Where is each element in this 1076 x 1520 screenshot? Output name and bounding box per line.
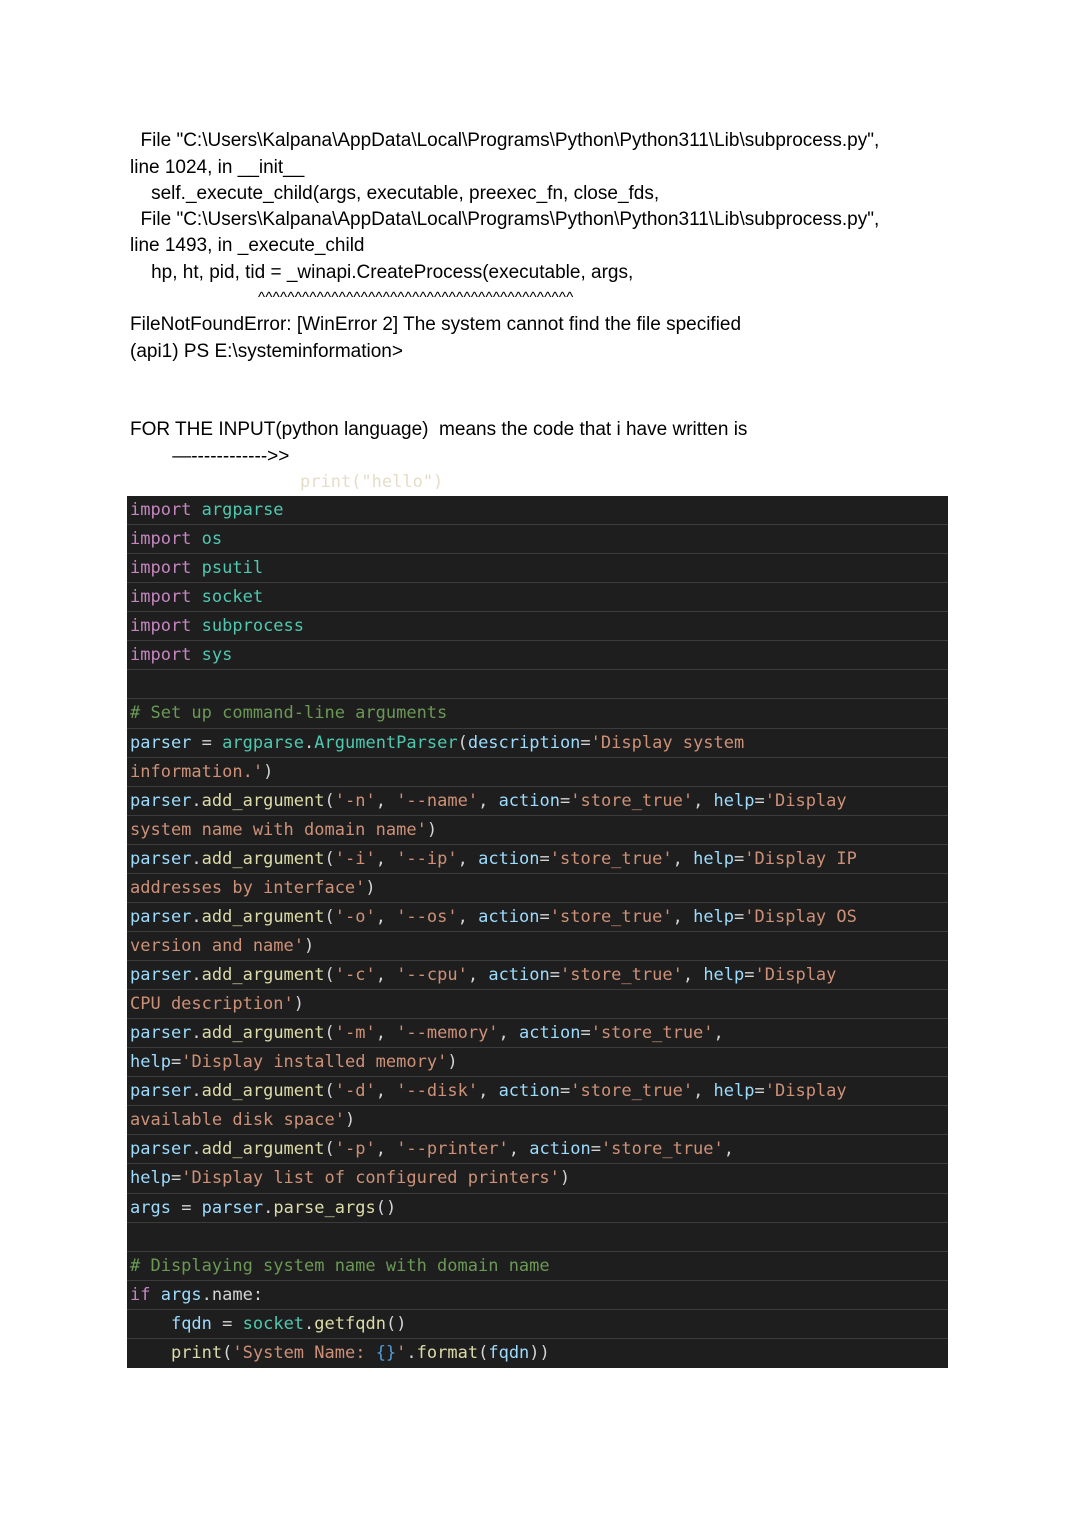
code-token: = [211,1313,243,1334]
code-token: '-n' [334,790,376,811]
code-line [127,554,948,583]
code-line [127,816,948,845]
code-token: ( [478,1342,489,1363]
note-arrow: —------------>> [130,446,290,467]
code-token: 'Display system [590,732,745,753]
code-line [127,874,948,903]
code-line [127,1135,948,1164]
code-token: add_argument [201,906,325,927]
code-token: . [263,1197,274,1218]
code-line [127,1281,948,1310]
code-token: psutil [201,558,264,579]
code-line [127,961,948,990]
code-token: 'Display [754,965,837,985]
traceback-line: self._execute_child(args, executable, preexec_fn, close_fds, [130,183,660,204]
code-token: add_argument [201,790,325,811]
code-token: = [734,906,745,927]
code-line [127,641,948,670]
code-token: add_argument [201,1023,325,1044]
code-line [127,932,948,961]
code-token: 'Display IP [744,848,857,869]
code-token: available disk space' [130,1110,345,1131]
code-token: '--disk' [396,1081,479,1102]
code-token: . [304,732,315,753]
code-token: help [713,1081,755,1102]
code-token: ) [304,935,315,956]
traceback-line: hp, ht, pid, tid = _winapi.CreateProcess(executable, args, [130,262,634,283]
code-token: = [734,848,745,869]
code-token: ) [365,877,376,898]
code-token: = [170,1197,202,1218]
code-token: , [672,848,694,869]
code-token: , [723,1139,735,1160]
code-token: = [559,1081,571,1102]
code-token: 'store_true' [560,965,683,985]
code-token: help [703,965,745,985]
code-token: help [130,1052,171,1073]
code-token: . [406,1342,417,1363]
code-token: import [130,529,202,550]
code-token: . [191,1139,202,1160]
code-token: '-c' [334,965,376,985]
code-line [127,1310,948,1339]
code-token: CPU description' [130,994,294,1015]
code-line [127,1194,948,1223]
code-line [127,1106,948,1135]
code-token: parser [130,790,192,811]
code-line [127,583,948,612]
code-token: 'store_true' [570,790,694,811]
code-token: 'Display OS [744,906,857,927]
code-token: import [130,616,202,637]
code-token: 'store_true' [549,906,673,927]
faded-code-snippet: print("hello") [300,472,444,492]
code-token: '-o' [334,906,376,927]
code-line [127,845,948,874]
code-token: {} [375,1342,397,1363]
code-token: = [580,732,591,753]
code-token: . [191,1023,202,1044]
code-token: fqdn [170,1313,212,1334]
code-token: parser [201,1197,264,1218]
code-token: import [130,645,202,666]
code-token: = [539,906,550,927]
code-token: . [191,848,202,869]
code-token: action [498,1081,560,1102]
code-token: = [580,1023,591,1044]
code-token: '--name' [396,790,479,811]
code-line [127,1339,948,1368]
code-token: ) [447,1052,458,1073]
code-token: 'Display installed memory' [181,1052,448,1073]
code-token: , [508,1139,530,1160]
code-token: getfqdn [314,1313,386,1334]
code-token: = [754,1081,765,1102]
code-token: args [160,1284,202,1305]
code-token: , [478,1081,499,1102]
code-token [130,1314,171,1334]
code-token: ArgumentParser [314,732,458,753]
code-token: help [693,906,735,927]
code-token: ( [324,790,335,811]
code-token [130,1343,171,1363]
code-token: = [170,1168,182,1189]
code-token: os [201,529,223,550]
code-token: version and name' [130,935,304,956]
code-line [127,1223,948,1252]
code-token: parser [130,848,192,869]
code-token: '-p' [334,1139,376,1160]
code-token: . [191,965,202,985]
code-token: socket [201,587,264,608]
code-token: argparse [201,500,284,520]
code-token: = [590,1139,601,1160]
code-token: ) [293,994,305,1015]
code-token: ) [263,761,274,782]
code-token: action [529,1139,591,1160]
code-token: fqdn [488,1342,530,1363]
code-line [127,729,948,758]
code-line [127,758,948,787]
code-token: , [375,1139,397,1160]
traceback-line: File "C:\Users\Kalpana\AppData\Local\Programs\Python\Python311\Lib\subprocess.py", [130,130,880,151]
code-token: () [375,1197,397,1218]
code-token: , [375,790,397,811]
code-token: addresses by interface' [130,877,366,898]
code-token: 'store_true' [590,1023,714,1044]
code-token: add_argument [201,848,325,869]
code-token: ' [396,1342,407,1363]
code-token: ( [324,848,335,869]
code-token: 'store_true' [570,1081,694,1102]
code-token: , [457,848,479,869]
code-token: ( [457,732,468,753]
code-token: , [467,965,489,985]
code-token: # Set up command-line arguments [130,703,448,724]
code-token: action [519,1023,581,1044]
code-token: action [488,965,550,985]
code-token: ( [324,906,335,927]
code-line [127,903,948,932]
code-token: , [375,965,397,985]
code-line [127,1048,948,1077]
code-token: = [170,1052,182,1073]
code-line [127,1164,948,1193]
code-token: import [130,587,202,608]
code-token: '--cpu' [396,965,468,985]
code-token: , [693,790,714,811]
code-token: '-m' [334,1023,376,1044]
code-token: # Displaying system name with domain name [130,1255,550,1276]
code-line [127,496,948,525]
code-token: help [693,848,735,869]
code-token: )) [529,1342,550,1363]
code-token: action [478,848,540,869]
code-token: = [549,965,560,985]
code-token: help [713,790,755,811]
code-token: help [130,1168,171,1189]
code-line [127,525,948,554]
code-token: , [375,1023,397,1044]
code-token: '--os' [396,906,458,927]
code-token: parser [130,1081,192,1102]
code-line [127,990,948,1019]
code-token: '--printer' [396,1139,509,1160]
code-token: parser [130,1023,192,1044]
code-token: , [375,848,397,869]
code-token: 'Display [764,1081,847,1102]
shell-prompt: (api1) PS E:\systeminformation> [130,341,403,362]
code-token: '--memory' [396,1023,499,1044]
code-token: parse_args [273,1197,376,1218]
code-token: 'Display [764,790,847,811]
code-token: system name with domain name' [130,819,427,840]
code-token: subprocess [201,616,305,637]
code-line [127,670,948,699]
code-token: .name: [201,1284,264,1305]
code-token: '-d' [334,1081,376,1102]
traceback-line: line 1493, in _execute_child [130,235,365,256]
code-token: . [191,1081,202,1102]
code-token: ) [426,819,438,840]
code-line [127,787,948,816]
code-token: ( [324,1139,335,1160]
code-token: 'store_true' [600,1139,724,1160]
code-token: = [539,848,550,869]
code-line [127,699,948,728]
code-token: argparse [222,732,305,753]
code-token: , [478,790,499,811]
code-token: format [416,1342,479,1363]
code-token: = [754,790,765,811]
code-token: , [498,1023,520,1044]
code-token: information.' [130,761,264,782]
error-message: FileNotFoundError: [WinError 2] The system cannot find the file specified [130,314,742,335]
code-token: , [682,965,704,985]
code-token: , [375,1081,397,1102]
code-line [127,1077,948,1106]
code-token: parser [130,965,192,985]
code-token: sys [201,645,233,666]
code-token: ( [324,1081,335,1102]
traceback-line: line 1024, in __init__ [130,157,305,178]
code-token: ( [324,1023,335,1044]
code-line [127,1019,948,1048]
code-token: parser [130,906,192,927]
code-token: ) [344,1110,356,1131]
code-token: 'Display list of configured printers' [181,1168,560,1189]
code-token: add_argument [201,965,325,985]
code-token: import [130,558,202,579]
code-block [127,496,948,1368]
code-token: add_argument [201,1081,325,1102]
code-token: description [467,732,581,753]
code-token: print [170,1342,223,1363]
code-token: = [559,790,571,811]
code-token: , [713,1023,724,1044]
code-token: ) [559,1168,571,1189]
code-token: ( [222,1342,233,1363]
code-token: 'System Name: [232,1342,376,1363]
code-token: import [130,500,202,520]
code-token: args [130,1197,171,1218]
note-heading: FOR THE INPUT(python language) means the code that i have written is [130,419,748,440]
code-token: . [191,790,202,811]
code-token: , [375,906,397,927]
code-token: if [130,1284,161,1305]
code-token: parser [130,732,192,753]
code-token: () [385,1313,407,1334]
code-token: = [744,965,755,985]
code-token: 'store_true' [549,848,673,869]
code-token: parser [130,1139,192,1160]
code-token: '--ip' [396,848,458,869]
code-token: , [693,1081,714,1102]
code-token: , [672,906,694,927]
code-line [127,612,948,641]
code-line [127,1252,948,1281]
code-token: . [304,1313,315,1334]
code-token: ( [324,965,335,985]
code-token: = [191,732,223,753]
code-token: , [457,906,479,927]
code-token: action [478,906,540,927]
code-token: action [498,790,560,811]
code-token: socket [242,1313,305,1334]
code-token: '-i' [334,848,376,869]
error-carets: ^^^^^^^^^^^^^^^^^^^^^^^^^^^^^^^^^^^^^^^^^^^ [258,289,574,306]
code-token: . [191,906,202,927]
traceback-line: File "C:\Users\Kalpana\AppData\Local\Programs\Python\Python311\Lib\subprocess.py", [130,209,880,230]
code-token: add_argument [201,1139,325,1160]
